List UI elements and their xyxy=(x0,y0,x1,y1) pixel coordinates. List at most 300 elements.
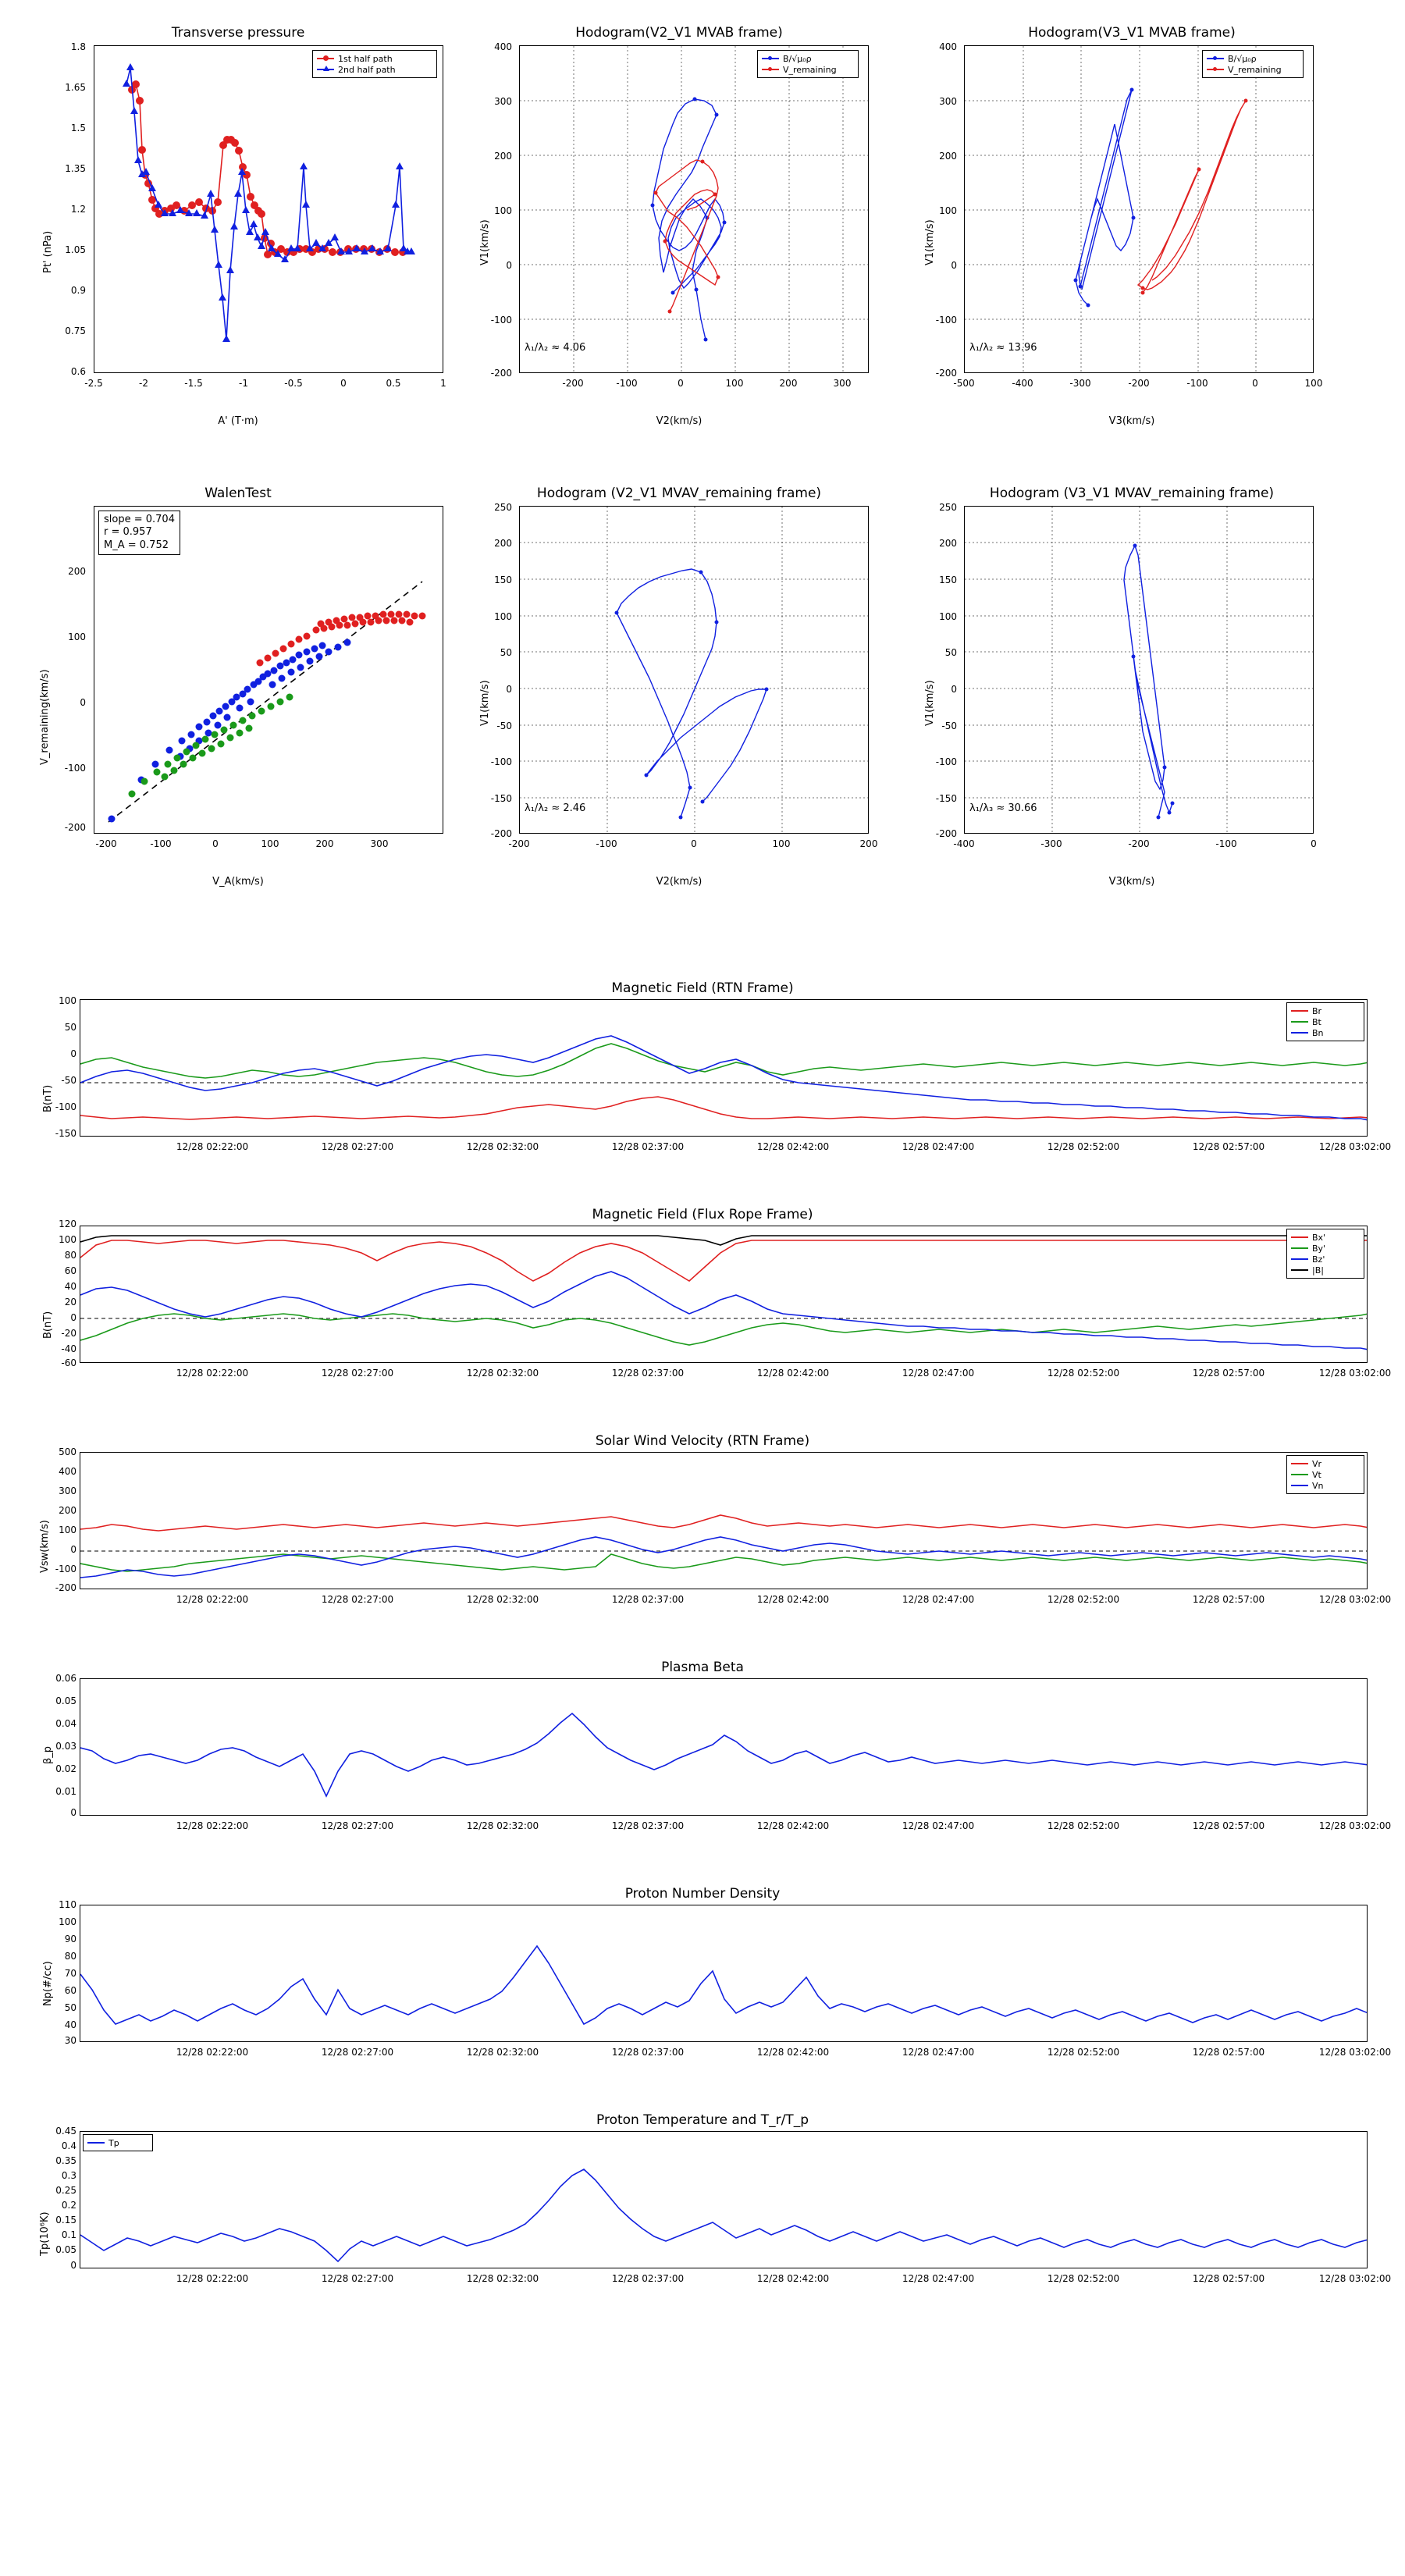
x-tick: 12/28 02:37:00 xyxy=(611,2047,685,2058)
plot-svg xyxy=(80,2132,1368,2268)
plot-svg xyxy=(94,46,443,373)
legend-label: 1st half path xyxy=(338,53,393,64)
y-tick: 0.01 xyxy=(55,1786,76,1797)
x-tick: 300 xyxy=(833,378,852,389)
x-tick: 12/28 02:22:00 xyxy=(176,2047,249,2058)
legend-label: 2nd half path xyxy=(338,64,396,75)
y-tick: 100 xyxy=(59,1234,76,1245)
y-tick: 1.8 xyxy=(70,41,86,52)
y-tick: 300 xyxy=(939,96,957,107)
legend-item xyxy=(1291,1469,1360,1480)
x-tick: 12/28 02:57:00 xyxy=(1192,1594,1265,1605)
y-tick: 50 xyxy=(64,2002,76,2013)
plot-area xyxy=(964,45,1314,373)
x-tick: 12/28 02:47:00 xyxy=(902,1594,975,1605)
x-tick: 0 xyxy=(678,378,684,389)
legend-label: Bn xyxy=(1312,1027,1324,1038)
y-tick: 100 xyxy=(59,1916,76,1927)
y-tick: 200 xyxy=(494,151,512,162)
x-tick: 12/28 02:42:00 xyxy=(756,1594,830,1605)
y-tick: 100 xyxy=(494,611,512,622)
y-tick: 40 xyxy=(64,2019,76,2030)
y-tick: 200 xyxy=(68,566,86,577)
x-tick: 12/28 02:52:00 xyxy=(1047,1141,1120,1152)
y-tick: 200 xyxy=(494,538,512,549)
y-tick: 200 xyxy=(939,538,957,549)
panel-title: Magnetic Field (Flux Rope Frame) xyxy=(592,1207,813,1222)
x-tick: 12/28 03:02:00 xyxy=(1318,2047,1392,2058)
stat-r: r = 0.957 xyxy=(104,526,152,539)
x-tick: 12/28 03:02:00 xyxy=(1318,1141,1392,1152)
legend-item xyxy=(1207,53,1299,64)
x-tick: -1 xyxy=(239,378,248,389)
y-tick: 0.45 xyxy=(55,2126,76,2137)
legend-swatch-bt-icon xyxy=(1291,1021,1308,1023)
y-tick: 1.65 xyxy=(65,82,86,93)
x-tick: 12/28 02:32:00 xyxy=(466,1594,539,1605)
legend-transverse-pressure[interactable] xyxy=(312,50,437,78)
x-tick: 0 xyxy=(691,838,697,849)
y-tick: 0.6 xyxy=(70,366,86,377)
y-tick: 110 xyxy=(59,1899,76,1910)
x-axis-label: V2(km/s) xyxy=(656,876,702,888)
legend-label: By' xyxy=(1312,1243,1326,1254)
legend-swatch-br-icon xyxy=(1291,1010,1308,1012)
panel-title: Hodogram (V3_V1 MVAV_remaining frame) xyxy=(989,486,1275,501)
x-tick: 1 xyxy=(440,378,446,389)
y-tick: 0 xyxy=(70,1807,76,1818)
x-tick: 300 xyxy=(370,838,389,849)
y-axis-label: B(nT) xyxy=(42,1084,54,1112)
plot-area xyxy=(519,45,869,373)
legend-swatch-bx-icon xyxy=(1291,1236,1308,1238)
legend-label: V_remaining xyxy=(783,64,837,75)
y-tick: 0.02 xyxy=(55,1763,76,1774)
y-tick: 250 xyxy=(494,502,512,513)
y-tick: 300 xyxy=(494,96,512,107)
walen-stats-box xyxy=(98,511,180,555)
x-tick: 12/28 02:52:00 xyxy=(1047,1594,1120,1605)
x-tick: -1.5 xyxy=(184,378,203,389)
legend-label: Br xyxy=(1312,1005,1322,1016)
x-tick: -300 xyxy=(1069,378,1091,389)
x-tick: 200 xyxy=(779,378,798,389)
x-tick: 12/28 03:02:00 xyxy=(1318,2273,1392,2284)
x-tick: 12/28 02:22:00 xyxy=(176,1594,249,1605)
panel-title: Proton Temperature and T_r/T_p xyxy=(596,2112,809,2128)
legend-swatch-bmag-icon xyxy=(1291,1269,1308,1271)
y-tick: 90 xyxy=(64,1934,76,1944)
x-tick: 12/28 02:47:00 xyxy=(902,1820,975,1831)
panel-hodogram-v2v1-mvab xyxy=(468,16,890,437)
y-tick: 120 xyxy=(59,1219,76,1229)
y-tick: 0.75 xyxy=(65,326,86,336)
x-tick: 12/28 02:32:00 xyxy=(466,1141,539,1152)
y-tick: -50 xyxy=(496,720,512,731)
x-tick: 12/28 02:42:00 xyxy=(756,1368,830,1379)
x-tick: 12/28 02:37:00 xyxy=(611,1820,685,1831)
y-tick: 100 xyxy=(939,611,957,622)
x-tick: 12/28 02:57:00 xyxy=(1192,1368,1265,1379)
panel-proton-number-density xyxy=(31,1881,1392,2084)
y-tick: 250 xyxy=(939,502,957,513)
x-tick: 12/28 03:02:00 xyxy=(1318,1820,1392,1831)
legend-swatch-by-icon xyxy=(1291,1247,1308,1249)
legend-marker-triangle-icon xyxy=(317,69,334,70)
plot-area xyxy=(80,1452,1368,1589)
x-tick: 12/28 02:22:00 xyxy=(176,1368,249,1379)
y-tick: 70 xyxy=(64,1968,76,1979)
x-tick: -2.5 xyxy=(84,378,103,389)
y-axis-label: Pt' (nPa) xyxy=(42,230,54,273)
eigenvalue-ratio-annotation: λ₁/λ₂ ≈ 2.46 xyxy=(525,802,586,814)
legend-item xyxy=(1291,1480,1360,1491)
x-tick: -200 xyxy=(508,838,530,849)
x-tick: -100 xyxy=(616,378,638,389)
legend-label: Bx' xyxy=(1312,1232,1326,1243)
y-tick: 50 xyxy=(944,647,957,658)
y-tick: 0 xyxy=(70,2260,76,2271)
legend-item xyxy=(1291,1232,1360,1243)
x-tick: 12/28 02:47:00 xyxy=(902,1141,975,1152)
legend-item xyxy=(1291,1016,1360,1027)
legend-solar-wind-velocity[interactable] xyxy=(1286,1455,1364,1494)
x-tick: 12/28 02:47:00 xyxy=(902,1368,975,1379)
x-tick: -400 xyxy=(953,838,975,849)
x-tick: -100 xyxy=(150,838,172,849)
y-tick: 0 xyxy=(80,697,86,708)
y-axis-label: V_remaining(km/s) xyxy=(39,669,51,765)
x-axis-label: V_A(km/s) xyxy=(212,876,264,888)
plot-area xyxy=(80,2131,1368,2268)
legend-item xyxy=(1291,1027,1360,1038)
plot-svg xyxy=(94,507,443,834)
x-tick: 12/28 02:42:00 xyxy=(756,2047,830,2058)
x-tick: 12/28 02:32:00 xyxy=(466,1368,539,1379)
legend-marker-circle-icon xyxy=(317,58,334,59)
y-tick: -200 xyxy=(64,822,86,833)
x-axis-label: A' (T·m) xyxy=(218,415,258,427)
y-tick: 1.2 xyxy=(70,204,86,215)
plot-area xyxy=(964,506,1314,834)
legend-swatch-tp-icon xyxy=(87,2142,105,2144)
plot-area xyxy=(94,45,443,373)
x-tick: 0.5 xyxy=(386,378,401,389)
legend-magnetic-field-rtn[interactable] xyxy=(1286,1002,1364,1041)
y-tick: 500 xyxy=(59,1446,76,1457)
y-tick: -200 xyxy=(490,368,512,379)
plot-svg xyxy=(80,1453,1368,1589)
x-tick: -0.5 xyxy=(284,378,303,389)
x-tick: 12/28 02:37:00 xyxy=(611,1368,685,1379)
legend-label: Bz' xyxy=(1312,1254,1325,1265)
legend-label: B/√μ₀ρ xyxy=(1228,53,1257,64)
plot-area xyxy=(94,506,443,834)
panel-title: WalenTest xyxy=(205,486,272,501)
y-tick: 0 xyxy=(506,684,512,695)
legend-swatch-vn-icon xyxy=(1291,1485,1308,1486)
y-tick: 50 xyxy=(64,1022,76,1033)
panel-hodogram-v3v1-mvab xyxy=(913,16,1350,437)
panel-proton-temperature xyxy=(31,2108,1392,2342)
x-tick: 12/28 02:32:00 xyxy=(466,1820,539,1831)
legend-label: Vr xyxy=(1312,1458,1322,1469)
x-axis-label: V3(km/s) xyxy=(1108,415,1155,427)
legend-swatch-vt-icon xyxy=(1291,1474,1308,1475)
legend-swatch-vr-icon xyxy=(1291,1463,1308,1464)
legend-hodogram-v3v1-mvab[interactable] xyxy=(1202,50,1304,78)
panel-title: Magnetic Field (RTN Frame) xyxy=(611,980,794,996)
x-tick: 0 xyxy=(1252,378,1258,389)
legend-item xyxy=(87,2137,148,2148)
legend-label: B/√μ₀ρ xyxy=(783,53,812,64)
x-tick: 12/28 02:57:00 xyxy=(1192,1141,1265,1152)
y-tick: 0.2 xyxy=(61,2200,76,2211)
y-tick: 150 xyxy=(494,575,512,585)
y-tick: -60 xyxy=(61,1357,76,1368)
y-tick: 100 xyxy=(59,1525,76,1535)
legend-label: Tp xyxy=(108,2137,119,2148)
legend-item xyxy=(1291,1458,1360,1469)
y-tick: 100 xyxy=(939,205,957,216)
x-tick: -400 xyxy=(1012,378,1033,389)
x-tick: 100 xyxy=(1304,378,1323,389)
panel-title: Plasma Beta xyxy=(661,1660,744,1675)
x-tick: 12/28 02:27:00 xyxy=(321,2273,394,2284)
plot-area xyxy=(80,999,1368,1137)
y-tick: -40 xyxy=(61,1343,76,1354)
x-tick: 200 xyxy=(315,838,334,849)
y-tick: 0.05 xyxy=(55,1695,76,1706)
y-tick: 100 xyxy=(59,995,76,1006)
y-axis-label: V1(km/s) xyxy=(479,219,491,265)
x-tick: -200 xyxy=(562,378,584,389)
y-tick: 30 xyxy=(64,2035,76,2046)
y-tick: -200 xyxy=(935,828,957,839)
x-tick: 12/28 02:27:00 xyxy=(321,2047,394,2058)
y-tick: 0.03 xyxy=(55,1741,76,1752)
x-tick: 12/28 02:37:00 xyxy=(611,1594,685,1605)
y-tick: 60 xyxy=(64,1265,76,1276)
x-tick: 12/28 02:57:00 xyxy=(1192,2047,1265,2058)
x-tick: 12/28 02:27:00 xyxy=(321,1594,394,1605)
panel-magnetic-field-rtn xyxy=(31,976,1392,1179)
legend-swatch-bz-icon xyxy=(1291,1258,1308,1260)
panel-transverse-pressure xyxy=(31,16,445,437)
y-axis-label: V1(km/s) xyxy=(479,680,491,726)
plot-area xyxy=(80,1678,1368,1816)
panel-plasma-beta xyxy=(31,1655,1392,1858)
x-tick: 12/28 02:52:00 xyxy=(1047,1368,1120,1379)
x-axis-label: V2(km/s) xyxy=(656,415,702,427)
panel-hodogram-v3v1-mvav xyxy=(913,476,1350,898)
x-tick: 0 xyxy=(1311,838,1317,849)
x-tick: -200 xyxy=(95,838,117,849)
x-tick: -200 xyxy=(1128,378,1150,389)
stat-ma: M_A = 0.752 xyxy=(104,539,169,551)
x-tick: -100 xyxy=(596,838,617,849)
y-tick: 400 xyxy=(59,1466,76,1477)
y-axis-label: B(nT) xyxy=(42,1311,54,1339)
x-tick: 100 xyxy=(261,838,279,849)
y-tick: 0 xyxy=(506,260,512,271)
x-axis-label: V3(km/s) xyxy=(1108,876,1155,888)
plot-area xyxy=(80,1905,1368,2042)
x-tick: 12/28 02:42:00 xyxy=(756,1820,830,1831)
legend-proton-temperature[interactable] xyxy=(83,2134,153,2151)
legend-marker-line-icon xyxy=(1207,58,1224,59)
y-tick: 0.06 xyxy=(55,1673,76,1684)
legend-item xyxy=(1207,64,1299,75)
y-tick: -100 xyxy=(64,763,86,774)
x-tick: 12/28 02:42:00 xyxy=(756,2273,830,2284)
eigenvalue-ratio-annotation: λ₁/λ₂ ≈ 4.06 xyxy=(525,342,586,354)
legend-item xyxy=(1291,1243,1360,1254)
x-tick: 12/28 02:37:00 xyxy=(611,2273,685,2284)
plot-svg xyxy=(520,46,869,373)
x-tick: 200 xyxy=(859,838,878,849)
y-tick: 0 xyxy=(951,684,957,695)
y-tick: 400 xyxy=(939,41,957,52)
y-tick: -200 xyxy=(490,828,512,839)
legend-item xyxy=(317,64,432,75)
legend-item xyxy=(1291,1254,1360,1265)
x-tick: 12/28 02:42:00 xyxy=(756,1141,830,1152)
x-tick: 12/28 02:52:00 xyxy=(1047,2047,1120,2058)
x-tick: -100 xyxy=(1186,378,1208,389)
x-tick: 12/28 02:47:00 xyxy=(902,2047,975,2058)
legend-label: Bt xyxy=(1312,1016,1321,1027)
legend-item xyxy=(762,53,854,64)
y-tick: 0 xyxy=(70,1048,76,1059)
x-tick: 12/28 02:57:00 xyxy=(1192,1820,1265,1831)
y-tick: 200 xyxy=(59,1505,76,1516)
legend-magnetic-field-flux-rope[interactable] xyxy=(1286,1229,1364,1279)
x-tick: 12/28 03:02:00 xyxy=(1318,1594,1392,1605)
y-tick: -100 xyxy=(935,315,957,326)
x-tick: 100 xyxy=(725,378,744,389)
plot-svg xyxy=(80,1679,1368,1816)
y-axis-label: Vsw(km/s) xyxy=(39,1520,51,1573)
y-tick: 80 xyxy=(64,1250,76,1261)
legend-marker-line-icon xyxy=(1207,69,1224,70)
plot-svg xyxy=(80,1226,1368,1363)
y-axis-label: β_p xyxy=(42,1745,54,1764)
x-tick: 12/28 02:57:00 xyxy=(1192,2273,1265,2284)
y-tick: 40 xyxy=(64,1281,76,1292)
y-tick: 80 xyxy=(64,1951,76,1962)
legend-item xyxy=(317,53,432,64)
x-tick: -200 xyxy=(1128,838,1150,849)
x-tick: 12/28 03:02:00 xyxy=(1318,1368,1392,1379)
y-tick: 100 xyxy=(68,632,86,642)
panel-walen-test xyxy=(31,476,445,898)
panel-title: Transverse pressure xyxy=(171,25,305,41)
y-axis-label: V1(km/s) xyxy=(924,680,936,726)
legend-label: Vn xyxy=(1312,1480,1324,1491)
y-tick: 0 xyxy=(70,1544,76,1555)
y-axis-label: V1(km/s) xyxy=(924,219,936,265)
panel-hodogram-v2v1-mvav xyxy=(468,476,890,898)
panel-magnetic-field-flux-rope xyxy=(31,1202,1392,1405)
x-tick: 12/28 02:22:00 xyxy=(176,2273,249,2284)
x-tick: 12/28 02:37:00 xyxy=(611,1141,685,1152)
y-tick: 150 xyxy=(939,575,957,585)
x-tick: 12/28 02:47:00 xyxy=(902,2273,975,2284)
x-tick: 12/28 02:32:00 xyxy=(466,2047,539,2058)
y-tick: -100 xyxy=(490,756,512,767)
x-tick: 12/28 02:27:00 xyxy=(321,1820,394,1831)
x-tick: -300 xyxy=(1040,838,1062,849)
y-tick: -50 xyxy=(61,1075,76,1086)
panel-title: Hodogram (V2_V1 MVAV_remaining frame) xyxy=(536,486,822,501)
x-tick: 0 xyxy=(212,838,219,849)
y-tick: 0.4 xyxy=(61,2140,76,2151)
y-tick: 20 xyxy=(64,1297,76,1308)
x-tick: 12/28 02:27:00 xyxy=(321,1368,394,1379)
legend-marker-line-icon xyxy=(762,58,779,59)
y-tick: 0.25 xyxy=(55,2185,76,2196)
y-tick: 300 xyxy=(59,1485,76,1496)
plot-svg xyxy=(80,1905,1368,2042)
x-tick: 12/28 02:22:00 xyxy=(176,1820,249,1831)
y-axis-label: Tp(10⁶K) xyxy=(39,2211,51,2256)
y-tick: -20 xyxy=(61,1328,76,1339)
y-tick: -50 xyxy=(941,720,957,731)
x-tick: 12/28 02:22:00 xyxy=(176,1141,249,1152)
y-tick: -150 xyxy=(490,793,512,804)
x-tick: 12/28 02:52:00 xyxy=(1047,1820,1120,1831)
plot-area xyxy=(80,1226,1368,1363)
legend-swatch-bn-icon xyxy=(1291,1032,1308,1034)
y-tick: 200 xyxy=(939,151,957,162)
x-tick: 12/28 02:32:00 xyxy=(466,2273,539,2284)
y-tick: 0.05 xyxy=(55,2244,76,2255)
panel-title: Proton Number Density xyxy=(624,1886,781,1902)
x-tick: 12/28 02:52:00 xyxy=(1047,2273,1120,2284)
y-axis-label: Np(#/cc) xyxy=(42,1961,54,2006)
legend-item xyxy=(762,64,854,75)
legend-item xyxy=(1291,1005,1360,1016)
eigenvalue-ratio-annotation: λ₁/λ₃ ≈ 30.66 xyxy=(969,802,1037,814)
x-tick: -500 xyxy=(953,378,975,389)
y-tick: 1.5 xyxy=(70,123,86,133)
y-tick: 400 xyxy=(494,41,512,52)
y-tick: -200 xyxy=(935,368,957,379)
y-tick: 0.35 xyxy=(55,2155,76,2166)
y-tick: -100 xyxy=(490,315,512,326)
legend-label: |B| xyxy=(1312,1265,1324,1276)
legend-label: V_remaining xyxy=(1228,64,1282,75)
legend-label: Vt xyxy=(1312,1469,1321,1480)
x-tick: -100 xyxy=(1215,838,1237,849)
x-tick: 100 xyxy=(772,838,791,849)
plot-svg xyxy=(520,507,869,834)
y-tick: -150 xyxy=(935,793,957,804)
x-tick: -2 xyxy=(139,378,148,389)
y-tick: 0.1 xyxy=(61,2229,76,2240)
panel-title: Hodogram(V3_V1 MVAB frame) xyxy=(1028,25,1236,41)
legend-item xyxy=(1291,1265,1360,1276)
legend-hodogram-v2v1-mvab[interactable] xyxy=(757,50,859,78)
y-tick: 1.05 xyxy=(65,244,86,255)
panel-solar-wind-velocity xyxy=(31,1429,1392,1631)
y-tick: 0.9 xyxy=(70,285,86,296)
y-tick: 0 xyxy=(951,260,957,271)
x-tick: 0 xyxy=(340,378,347,389)
legend-marker-line-icon xyxy=(762,69,779,70)
panel-title: Solar Wind Velocity (RTN Frame) xyxy=(595,1433,810,1449)
